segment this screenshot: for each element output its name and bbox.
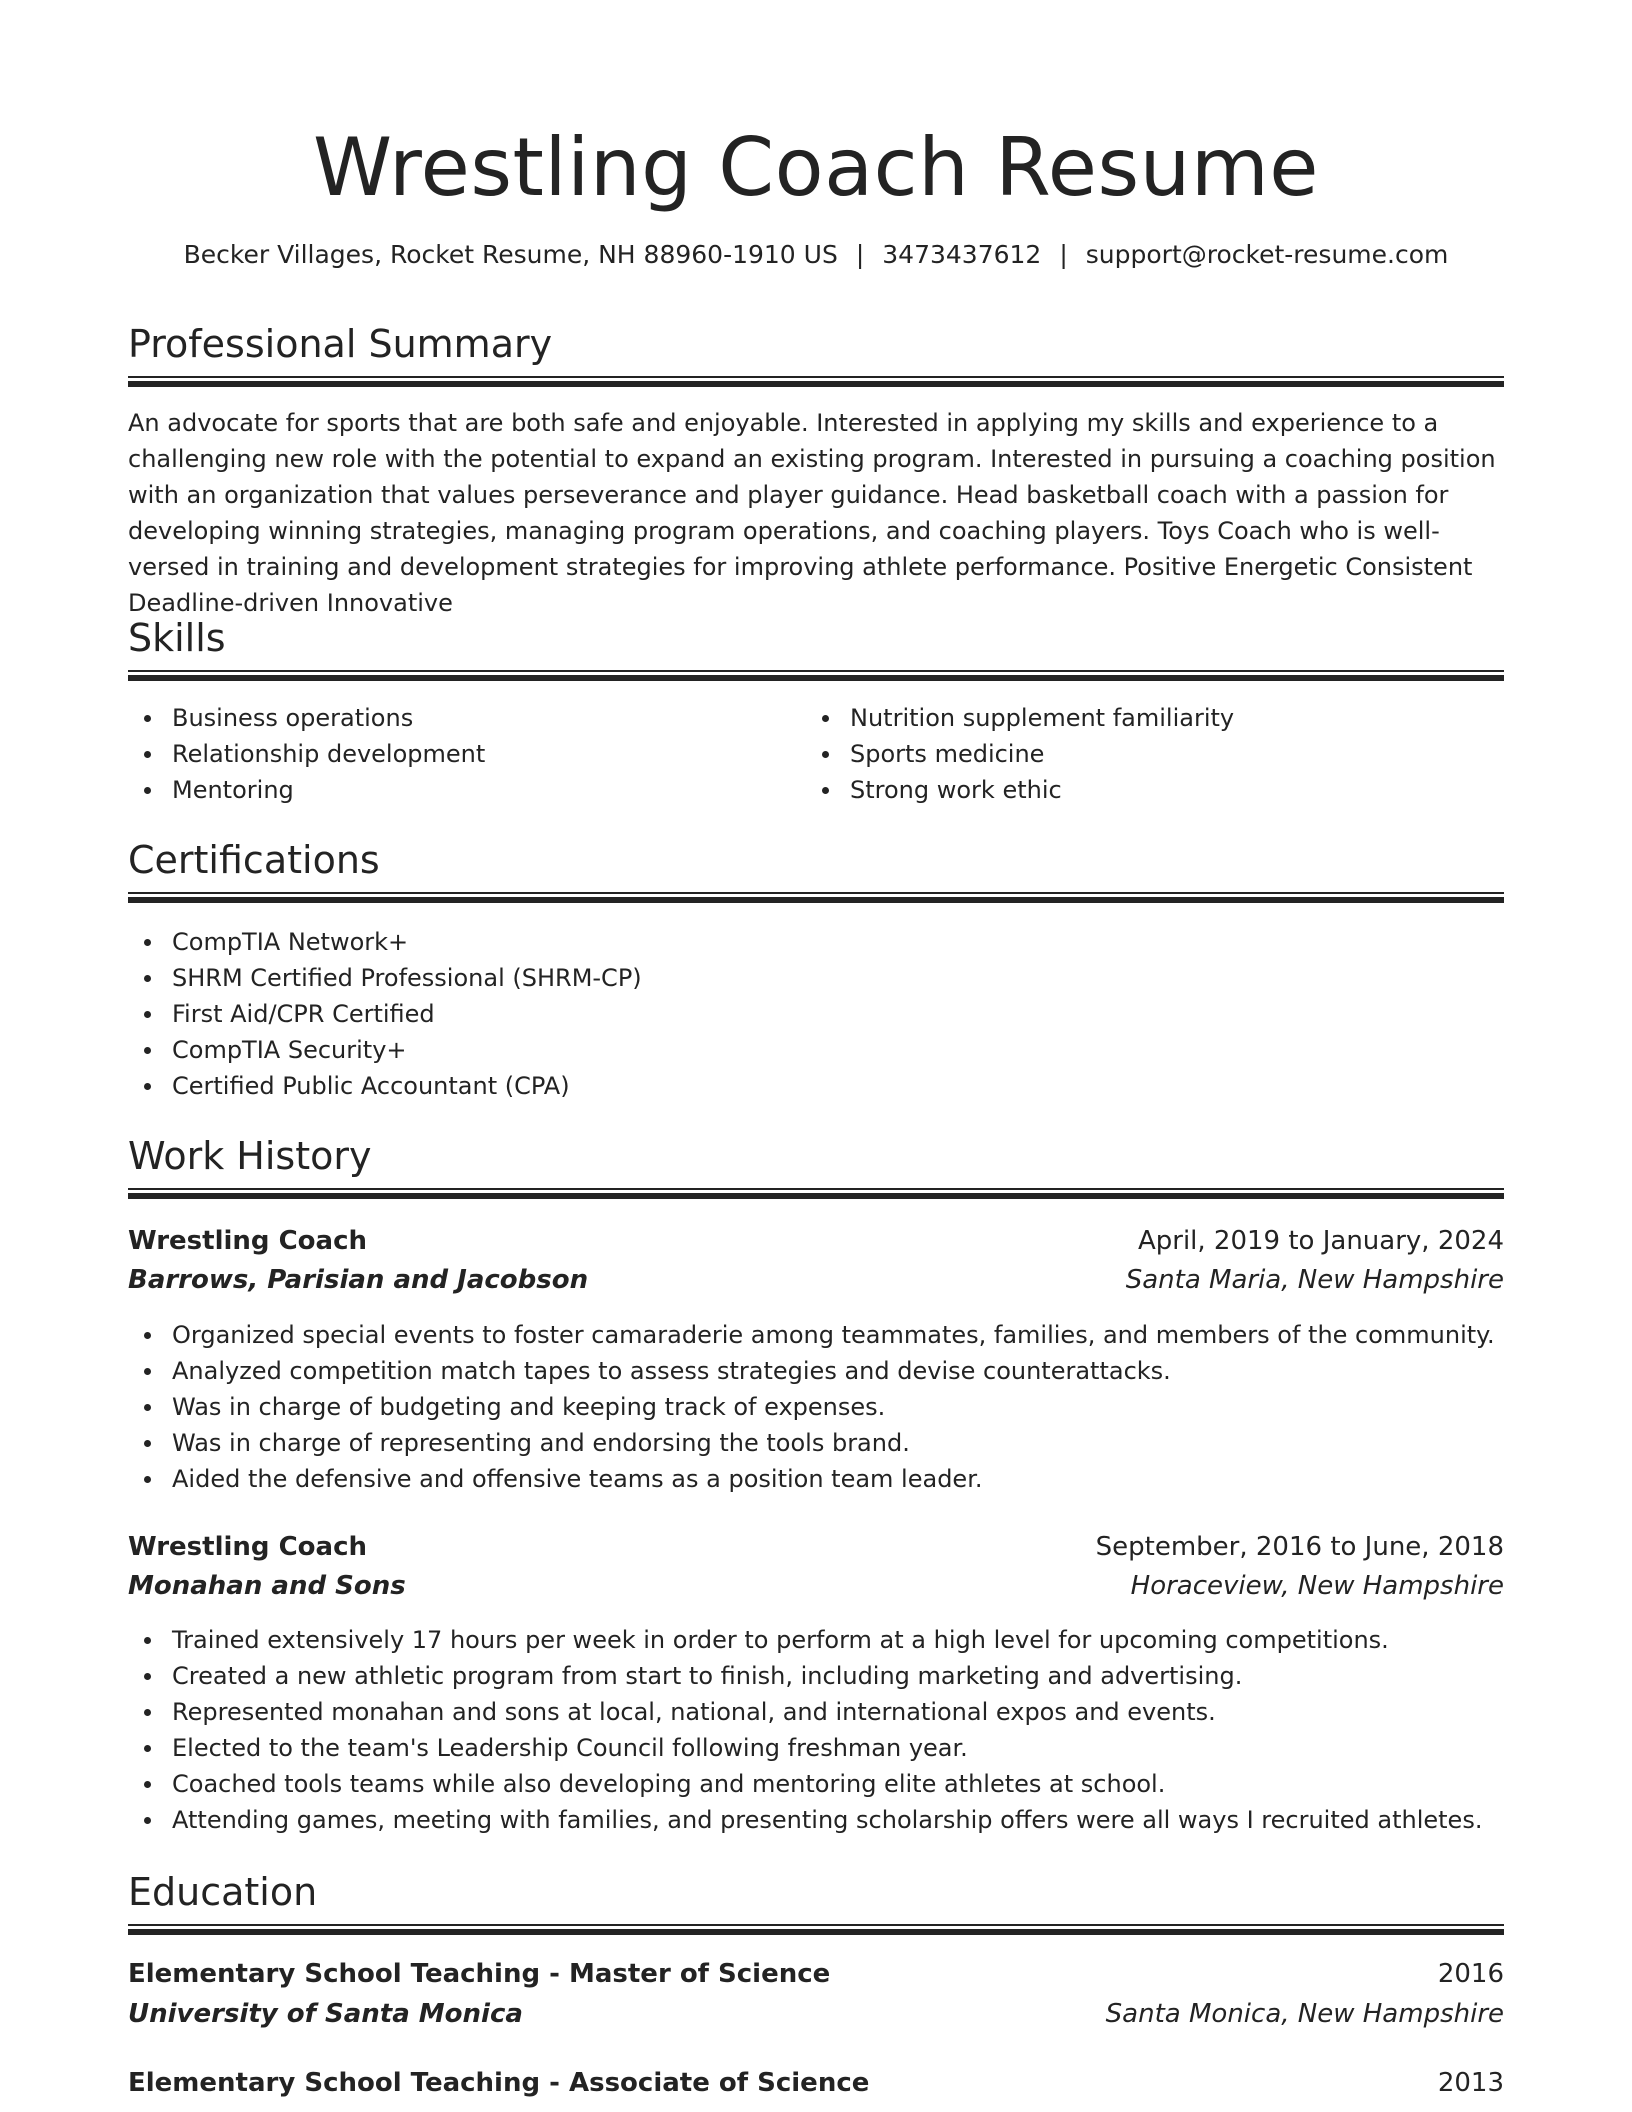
job-subheader xyxy=(128,1261,1504,1299)
section-title-certifications: Certifications xyxy=(128,838,380,882)
list-item: Mentoring xyxy=(172,772,485,808)
certifications-list xyxy=(128,924,642,1104)
job-company: Barrows, Parisian and Jacobson xyxy=(128,1265,589,1295)
education-header xyxy=(128,1955,1504,1993)
skills-list-right xyxy=(806,700,1234,808)
section-divider xyxy=(128,1188,1504,1199)
contact-email: support@rocket-resume.com xyxy=(1085,240,1449,269)
job-role: Wrestling Coach xyxy=(128,1532,367,1562)
list-item: Sports medicine xyxy=(850,736,1234,772)
contact-separator: | xyxy=(1059,240,1068,269)
education-degree: Elementary School Teaching - Master of Science xyxy=(128,1959,831,1989)
contact-line xyxy=(128,238,1504,272)
list-item: Coached tools teams while also developing and mentoring elite athletes at school. xyxy=(172,1766,1482,1802)
summary-text: An advocate for sports that are both safe and enjoyable. Interested in applying my skills and experience to a challenging new role with the potential to expand an existing program. Interested in pursuing a coaching position with an organization that values perseverance and player guidance. Head basketball coach with a passion for developing winning strategies, managing program operations, and coaching players. Toys Coach who is well-versed in training and development strategies for improving athlete performance. Positive Energetic Consistent Deadline-driven Innovative xyxy=(128,409,1496,617)
job-bullets xyxy=(128,1622,1482,1838)
list-item: Represented monahan and sons at local, national, and international expos and events. xyxy=(172,1694,1482,1730)
list-item: Attending games, meeting with families, and presenting scholarship offers were all ways I recruited athletes. xyxy=(172,1802,1482,1838)
resume-title: Wrestling Coach Resume xyxy=(313,121,1319,214)
list-item: Business operations xyxy=(172,700,485,736)
job-role: Wrestling Coach xyxy=(128,1226,367,1256)
list-item: Was in charge of representing and endorsing the tools brand. xyxy=(172,1425,1495,1461)
job-bullets xyxy=(128,1317,1495,1497)
education-school: University of Santa Monica xyxy=(128,1999,523,2029)
job-location: Horaceview, New Hampshire xyxy=(1130,1571,1504,1601)
list-item: Trained extensively 17 hours per week in order to perform at a high level for upcoming competitions. xyxy=(172,1622,1482,1658)
list-item: Relationship development xyxy=(172,736,485,772)
section-title-summary: Professional Summary xyxy=(128,322,553,366)
list-item: First Aid/CPR Certified xyxy=(172,996,642,1032)
section-divider xyxy=(128,376,1504,387)
list-item: Aided the defensive and offensive teams as a position team leader. xyxy=(172,1461,1495,1497)
job-header xyxy=(128,1528,1504,1566)
job-dates: April, 2019 to January, 2024 xyxy=(1137,1226,1504,1256)
list-item: CompTIA Security+ xyxy=(172,1032,642,1068)
job-dates: September, 2016 to June, 2018 xyxy=(1095,1532,1504,1562)
job-header xyxy=(128,1222,1504,1260)
contact-phone: 3473437612 xyxy=(882,240,1042,269)
list-item: SHRM Certified Professional (SHRM-CP) xyxy=(172,960,642,996)
section-divider xyxy=(128,1924,1504,1935)
contact-separator: | xyxy=(855,240,865,269)
list-item: Organized special events to foster camaraderie among teammates, families, and members of the community. xyxy=(172,1317,1495,1353)
education-header xyxy=(128,2064,1504,2102)
skills-list-left xyxy=(128,700,485,808)
section-title-skills: Skills xyxy=(128,616,226,660)
job-location: Santa Maria, New Hampshire xyxy=(1125,1265,1504,1295)
list-item: Analyzed competition match tapes to assess strategies and devise counterattacks. xyxy=(172,1353,1495,1389)
job-subheader xyxy=(128,1567,1504,1605)
list-item: Nutrition supplement familiarity xyxy=(850,700,1234,736)
education-location: Santa Monica, New Hampshire xyxy=(1105,1999,1504,2029)
job-company: Monahan and Sons xyxy=(128,1571,406,1601)
list-item: CompTIA Network+ xyxy=(172,924,642,960)
list-item: Created a new athletic program from start to finish, including marketing and advertising. xyxy=(172,1658,1482,1694)
list-item: Strong work ethic xyxy=(850,772,1234,808)
list-item: Certified Public Accountant (CPA) xyxy=(172,1068,642,1104)
education-subheader xyxy=(128,1995,1504,2033)
section-title-education: Education xyxy=(128,1870,318,1914)
section-title-work-history: Work History xyxy=(128,1134,372,1178)
list-item: Was in charge of budgeting and keeping track of expenses. xyxy=(172,1389,1495,1425)
education-year: 2016 xyxy=(1437,1959,1504,1989)
section-divider xyxy=(128,670,1504,681)
list-item: Elected to the team's Leadership Council following freshman year. xyxy=(172,1730,1482,1766)
education-degree: Elementary School Teaching - Associate of Science xyxy=(128,2068,870,2098)
education-year: 2013 xyxy=(1437,2068,1504,2098)
section-divider xyxy=(128,892,1504,903)
contact-address: Becker Villages, Rocket Resume, NH 88960-1910 US xyxy=(183,240,838,269)
